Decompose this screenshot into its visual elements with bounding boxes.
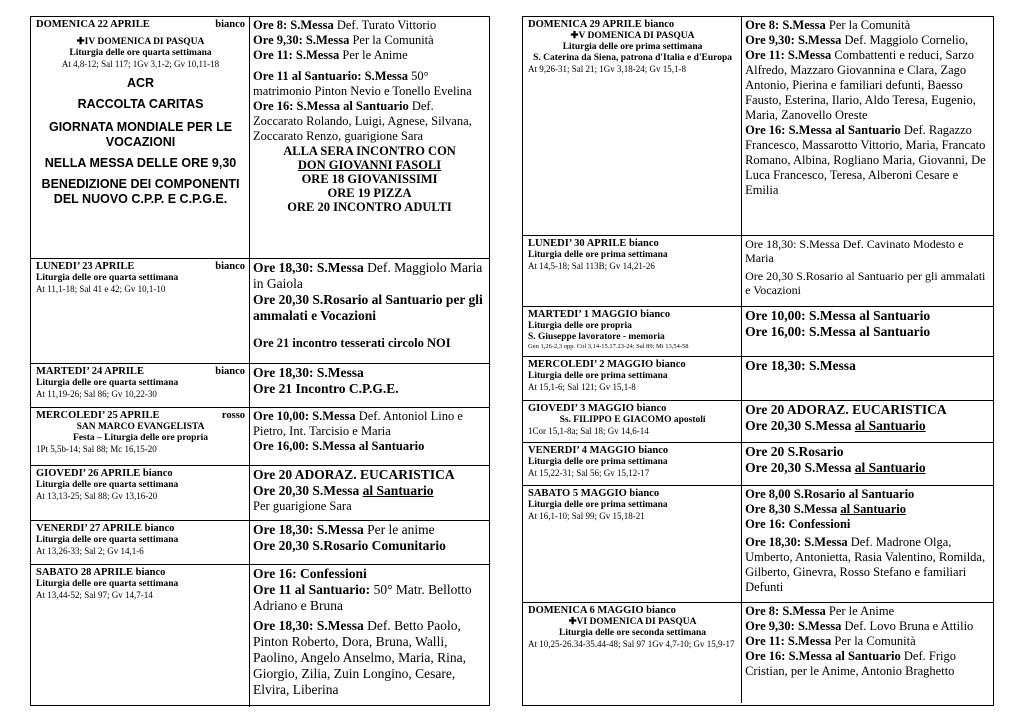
event-text: Def. Maggiolo Maria in Gaiola [253, 260, 483, 291]
event-time: Ore 9,30: S.Messa [253, 33, 350, 47]
day-date: LUNEDI’ 23 APRILE [36, 261, 135, 272]
liturgy-line: SAN MARCO EVANGELISTA [76, 422, 205, 432]
event-time: Ore 10,00: S.Messa [253, 409, 356, 423]
event-time: Ore 20 ADORAZ. EUCARISTICA [253, 467, 455, 482]
liturgy-line: Festa – Liturgia delle ore propria [73, 433, 209, 443]
evening-line: DON GIOVANNI FASOLI [297, 158, 442, 172]
event-text: Per le Anime [339, 48, 408, 62]
right-page [522, 16, 994, 706]
event-time: Ore 20 S.Rosario [745, 444, 844, 459]
event-text: Def. Maggiolo Cornelio, [841, 33, 969, 47]
day-date: GIOVEDI’ 3 MAGGIO bianco [528, 403, 667, 414]
event-text: Per guarigione Sara [253, 499, 352, 513]
readings: At 15,1-6; Sal 121; Gv 15,1-8 [528, 382, 636, 392]
day-events [250, 17, 489, 258]
event-place: al Santuario [840, 502, 906, 516]
note: BENEDIZIONE DEI COMPONENTI DEL NUOVO C.P.P. E C.P.G.E. [41, 176, 240, 206]
liturgy-line: Liturgia delle ore quarta settimana [36, 579, 179, 589]
liturgy-line: Liturgia delle ore quarta settimana [36, 535, 179, 545]
event-time: Ore 16: S.Messa al Santuario [745, 123, 901, 137]
day-date: VENERDI’ 27 APRILE bianco [36, 523, 175, 534]
event-time: Ore 8: S.Messa [253, 18, 334, 32]
liturgy-line: ✚IV DOMENICA DI PASQUA [76, 37, 205, 47]
day-date: SABATO 28 APRILE bianco [36, 567, 166, 578]
event-text: Def. Madrone Olga, Umberto, Antonietta, Rasia Valentino, Romilda, Gilberto, Ginevra, Rosso Stefano e familiari Defunti [745, 535, 986, 594]
readings: At 11,19-26; Sal 86; Gv 10,22-30 [36, 389, 157, 399]
day-date: SABATO 5 MAGGIO bianco [528, 488, 660, 499]
liturgy-line: Liturgia delle ore prima settimana [562, 42, 703, 52]
readings: At 16,1-10; Sal 99; Gv 15,18-21 [528, 511, 645, 521]
event-time: Ore 16,00: S.Messa al Santuario [745, 324, 931, 339]
event-text: Def. Betto Paolo, Pinton Roberto, Dora, Bruna, Walli, Paolino, Angelo Anselmo, Maria, Rina, Giorgio, Zilia, Zuin Longino, Cesare, Elvira, Liberina [253, 618, 467, 697]
event-text: Def. Ragazzo Francesco, Massarotto Vittorio, Maria, Francato Romano, Albina, Rogliano Maria, Giovanni, De Luca Francesco, Teresa, Alberoni Cesare e Emilia [745, 123, 986, 197]
day-row-thursday-26 [31, 466, 489, 521]
event-time: Ore 18,30: S.Messa [745, 535, 848, 549]
event-time: Ore 11 al Santuario: S.Messa [253, 69, 409, 83]
day-date: DOMENICA 6 MAGGIO bianco [528, 605, 676, 616]
event-time: Ore 20,30 S.Rosario Comunitario [253, 538, 446, 553]
day-row-monday-23 [31, 259, 489, 364]
day-date: MARTEDI’ 1 MAGGIO bianco [528, 309, 671, 320]
event-text: Def. Antoniol Lino e Pietro, Int. Tarcisio e Maria [253, 409, 463, 438]
event-time: Ore 9,30: S.Messa [745, 619, 842, 633]
day-date: MERCOLEDI’ 2 MAGGIO bianco [528, 359, 686, 370]
event-text: 50° matrimonio Pinton Nevio e Tonello Evelina [253, 69, 472, 98]
event-time: Ore 16,00: S.Messa al Santuario [253, 439, 425, 453]
event-text: Def. Zoccarato Rolando, Luigi, Agnese, Silvana, Zoccarato Renzo, guarigione Sara [253, 99, 472, 143]
readings: At 4,8-12; Sal 117; 1Gv 3,1-2; Gv 10,11-18 [61, 59, 220, 69]
event-time: Ore 18,30: S.Messa [253, 260, 364, 275]
event-time: Ore 18,30: S.Messa [745, 358, 856, 373]
event-time: Ore 8: S.Messa [745, 18, 826, 32]
event-text: Per le anime [363, 522, 435, 537]
event-time: Ore 20,30 S.Messa [745, 418, 855, 433]
readings: At 13,26-33; Sal 2; Gv 14,1-6 [36, 546, 144, 556]
event-text: Per la Comunità [825, 18, 911, 32]
day-row-friday-27 [31, 521, 489, 565]
day-row-saturday-5 [523, 486, 993, 603]
readings: At 13,44-52; Sal 97; Gv 14,7-14 [36, 590, 153, 600]
event-text: Per la Comunità [349, 33, 434, 47]
readings: At 14,5-18; Sal 113B; Gv 14,21-26 [528, 261, 655, 271]
event-time: Ore 18,30: S.Messa [253, 618, 364, 633]
liturgy-line: Liturgia delle ore propria [528, 321, 632, 331]
event-text: 50° Matr. Bellotto Adriano e Bruna [253, 582, 472, 613]
event-text: Ore 20,30 S.Rosario al Santuario per gli ammalati e Vocazioni [745, 269, 986, 297]
event-time: Ore 10,00: S.Messa al Santuario [745, 308, 931, 323]
event-time: Ore 16: Confessioni [745, 517, 851, 531]
liturgy-line: Liturgia delle ore prima settimana [528, 500, 668, 510]
event-time: Ore 20,30 S.Messa [745, 460, 855, 475]
day-row-sunday-22 [31, 17, 489, 259]
liturgical-color: bianco [215, 366, 246, 377]
event-time: Ore 8: S.Messa [745, 604, 826, 618]
readings: Gen 1,26-2,3 opp. Col 3,14-15.17.23-24; Sal 89; Mt 13,54-58 [528, 343, 689, 350]
evening-line: ORE 20 INCONTRO ADULTI [287, 200, 452, 214]
readings: At 13,13-25; Sal 88; Gv 13,16-20 [36, 491, 158, 501]
note: GIORNATA MONDIALE PER LE VOCAZIONI [48, 119, 233, 149]
day-row-tuesday-1 [523, 307, 993, 357]
event-time: Ore 21 Incontro C.P.G.E. [253, 381, 399, 396]
event-text: Combattenti e reduci, Sarzo Alfredo, Mazzaro Giovannina e Clara, Zago Antonio, Pierina e familiari defunti, Baesso Fausto, Esterina, Ilario, Aldo Teresa, Eugenio, Maria, Zanovello Oreste [745, 48, 976, 122]
day-row-tuesday-24 [31, 364, 489, 408]
event-time: Ore 16: S.Messa al Santuario [745, 649, 901, 663]
day-row-friday-4 [523, 443, 993, 486]
note: ACR [126, 75, 155, 90]
liturgy-line: Liturgia delle ore prima settimana [528, 457, 668, 467]
liturgy-line: Liturgia delle ore seconda settimana [559, 628, 707, 638]
liturgy-line: Liturgia delle ore quarta settimana [69, 48, 212, 58]
day-row-saturday-28 [31, 565, 489, 707]
liturgy-line: Ss. FILIPPO E GIACOMO apostoli [559, 415, 706, 425]
day-row-wednesday-2 [523, 357, 993, 401]
day-info [31, 17, 250, 258]
readings: 1Cor 15,1-8a; Sal 18; Gv 14,6-14 [528, 426, 649, 436]
liturgy-line: Liturgia delle ore quarta settimana [36, 273, 179, 283]
readings: 1Pt 5,5b-14; Sal 88; Mc 16,15-20 [36, 444, 157, 454]
day-date: DOMENICA 29 APRILE bianco [528, 19, 675, 30]
event-text: Ore 18,30: S.Messa Def. Cavinato Modesto e Maria [745, 237, 964, 265]
liturgical-color: rosso [221, 410, 246, 421]
event-time: Ore 11 al Santuario: [253, 582, 371, 597]
day-date: DOMENICA 22 APRILE [36, 19, 150, 30]
event-time: Ore 8,30 S.Messa [745, 502, 841, 516]
event-text: Per la Comunità [831, 634, 916, 648]
event-time: Ore 8,00 S.Rosario al Santuario [745, 487, 915, 501]
event-text: Def. Frigo Cristian, per le Anime, Antonio Braghetto [745, 649, 956, 678]
day-row-thursday-3 [523, 401, 993, 443]
day-date: LUNEDI’ 30 APRILE bianco [528, 238, 659, 249]
evening-line: ALLA SERA INCONTRO CON [283, 144, 456, 158]
event-time: Ore 18,30: S.Messa [253, 365, 364, 380]
liturgy-line: ✚VI DOMENICA DI PASQUA [568, 617, 697, 627]
event-time: Ore 11: S.Messa [745, 634, 832, 648]
day-row-sunday-29 [523, 17, 993, 236]
readings: At 15,22-31; Sal 56; Gv 15,12-17 [528, 468, 650, 478]
event-text: Def. Turato Vittorio [333, 18, 437, 32]
event-place: al Santuario [854, 418, 926, 433]
day-date: VENERDI’ 4 MAGGIO bianco [528, 445, 669, 456]
liturgy-line: Liturgia delle ore prima settimana [528, 371, 668, 381]
event-time: Ore 18,30: S.Messa [253, 522, 364, 537]
event-time: Ore 20 ADORAZ. EUCARISTICA [745, 402, 947, 417]
day-row-monday-30 [523, 236, 993, 307]
left-page [30, 16, 490, 706]
event-time: Ore 11: S.Messa [745, 48, 832, 62]
day-row-wednesday-25 [31, 408, 489, 466]
event-text: Def. Lovo Bruna e Attilio [841, 619, 974, 633]
event-time: Ore 11: S.Messa [253, 48, 340, 62]
liturgy-line: S. Giuseppe lavoratore - memoria [528, 332, 665, 342]
liturgy-line: Liturgia delle ore quarta settimana [36, 378, 179, 388]
event-time: Ore 16: Confessioni [253, 566, 367, 581]
liturgical-color: bianco [215, 261, 246, 272]
liturgy-line: ✚V DOMENICA DI PASQUA [570, 31, 695, 41]
day-date: GIOVEDI’ 26 APRILE bianco [36, 468, 173, 479]
liturgy-line: Liturgia delle ore quarta settimana [36, 480, 179, 490]
event-time: Ore 16: S.Messa al Santuario [253, 99, 409, 113]
day-row-sunday-6 [523, 603, 993, 703]
readings: At 11,1-18; Sal 41 e 42; Gv 10,1-10 [36, 284, 166, 294]
readings: At 9,26-31; Sal 21; 1Gv 3,18-24; Gv 15,1-8 [528, 64, 686, 74]
event-text: Per le Anime [825, 604, 895, 618]
liturgy-line: Liturgia delle ore prima settimana [528, 250, 668, 260]
evening-line: ORE 18 GIOVANISSIMI [301, 172, 438, 186]
liturgical-color: bianco [215, 19, 246, 30]
event-place: al Santuario [362, 483, 434, 498]
day-date: MARTEDI’ 24 APRILE [36, 366, 144, 377]
event-time: Ore 20,30 S.Messa [253, 483, 363, 498]
event-time: Ore 20,30 S.Rosario al Santuario per gli ammalati e Vocazioni [253, 292, 483, 323]
day-date: MERCOLEDI’ 25 APRILE [36, 410, 160, 421]
liturgy-line: S. Caterina da Siena, patrona d'Italia e d'Europa [533, 53, 732, 63]
note: NELLA MESSA DELLE ORE 9,30 [44, 155, 237, 170]
note: RACCOLTA CARITAS [77, 96, 204, 111]
event-time: Ore 21 incontro tesserati circolo NOI [253, 336, 451, 350]
evening-line: ORE 19 PIZZA [327, 186, 412, 200]
event-time: Ore 9,30: S.Messa [745, 33, 842, 47]
event-place: al Santuario [854, 460, 926, 475]
readings: At 10,25-26.34-35.44-48; Sal 97 1Gv 4,7-10; Gv 15,9-17 [528, 639, 735, 649]
